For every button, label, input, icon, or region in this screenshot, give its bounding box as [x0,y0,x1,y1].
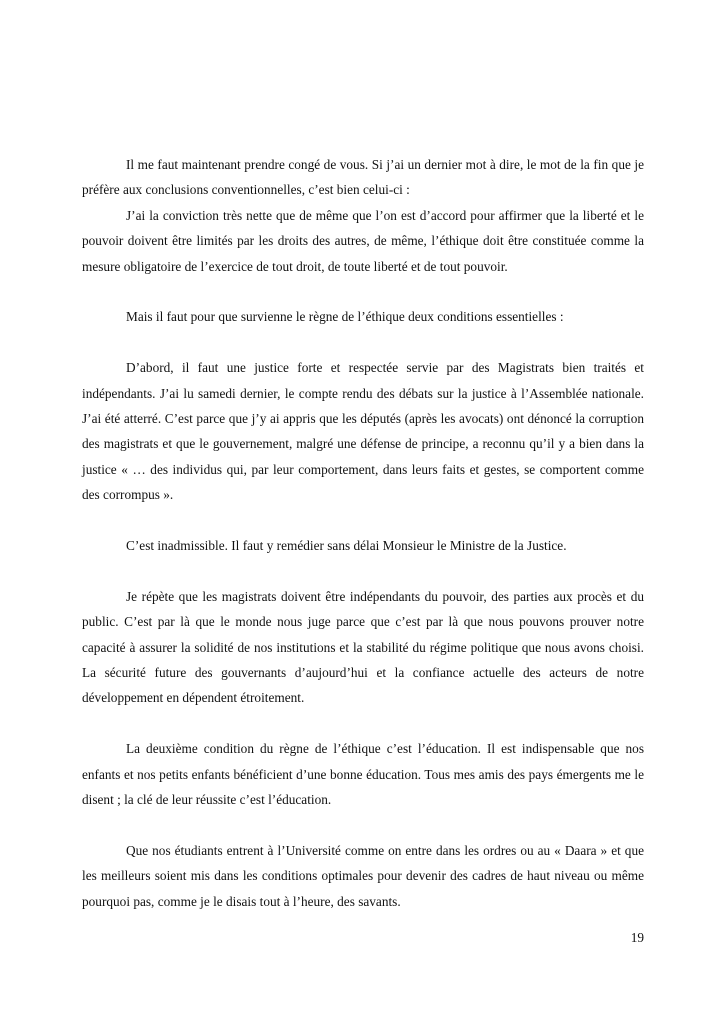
paragraph-two-conditions: Mais il faut pour que survienne le règne de l’éthique deux conditions essentielles : [126,309,564,325]
body-text [82,152,644,914]
paragraph-inadmissible: C’est inadmissible. Il faut y remédier sans délai Monsieur le Ministre de la Justice. [126,538,567,554]
paragraph-independence: Je répète que les magistrats doivent être indépendants du pouvoir, des parties aux procès et du public. C’est par là que le monde nous juge parce que c’est par là que nous pouvons prouver notre capacité à assurer la solidité de nos institutions et la stabilité du régime politique que nous avons choisi. La sécurité future des gouvernants d’aujourd’hui et la confiance actuelle des acteurs de notre développement en dépendent étroitement. [82,588,644,706]
paragraph-education: La deuxième condition du règne de l’éthique c’est l’éducation. Il est indispensable que nos enfants et nos petits enfants bénéficient d’une bonne éducation. Tous mes amis des pays émergents me le disent ; la clé de leur réussite c’est l’éducation. [82,741,644,808]
page-number: 19 [630,930,644,945]
paragraph-conviction: J’ai la conviction très nette que de même que l’on est d’accord pour affirmer que la liberté et le pouvoir doivent être limités par les droits des autres, de même, l’éthique doit être constituée comme la mesure obligatoire de l’exercice de tout droit, de toute liberté et de tout pouvoir. [82,207,644,274]
paragraph-justice: D’abord, il faut une justice forte et respectée servie par des Magistrats bien traités et indépendants. J’ai lu samedi dernier, le compte rendu des débats sur la justice à l’Assemblée nationale. J’ai été atterré. C’est parce que j’y ai appris que les députés (après les avocats) ont dénoncé la corruption des magistrats et que le gouvernement, malgré une défense de principe, a reconnu qu’il y a bien dans la justice « … des individus qui, par leur comportement, dans leurs faits et gestes, se comportent comme des corrompus ». [82,360,644,503]
paragraph-students: Que nos étudiants entrent à l’Université comme on entre dans les ordres ou au « Daara » et que les meilleurs soient mis dans les conditions optimales pour devenir des cadres de haut niveau ou même pourquoi pas, comme je le disais tout à l’heure, des savants. [82,842,644,909]
paragraph-farewell: Il me faut maintenant prendre congé de vous. Si j’ai un dernier mot à dire, le mot de la fin que je préfère aux conclusions conventionnelles, c’est bien celui-ci : [82,157,644,198]
